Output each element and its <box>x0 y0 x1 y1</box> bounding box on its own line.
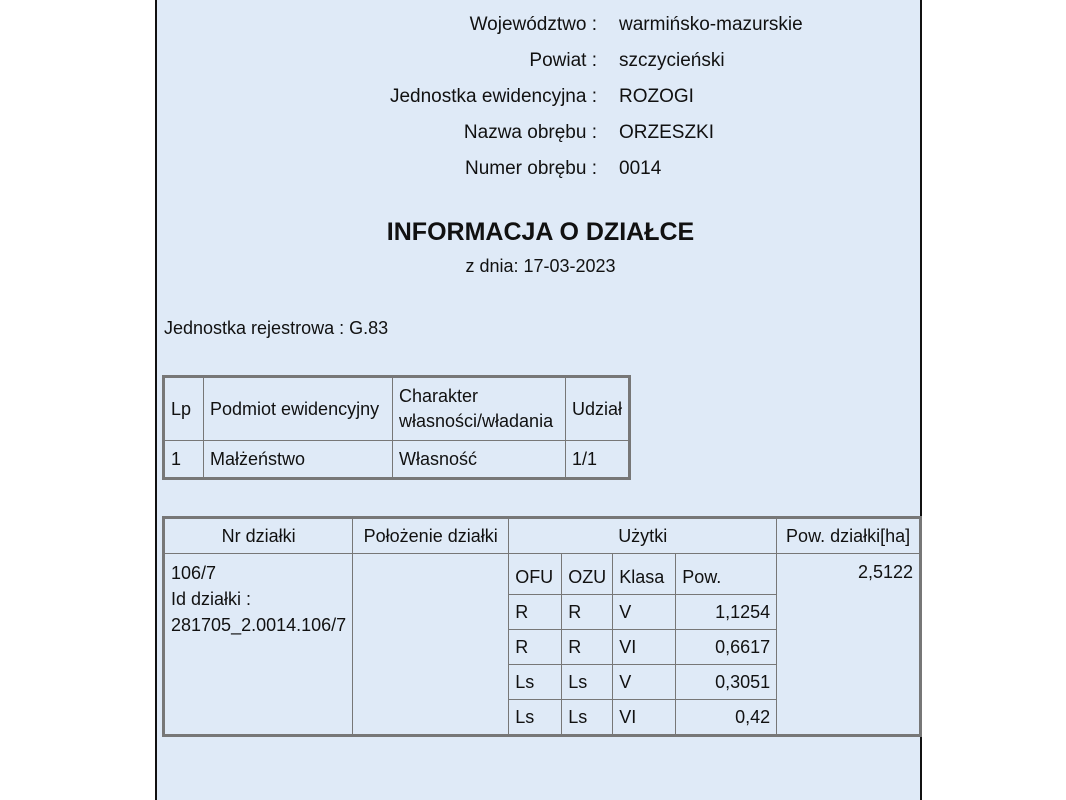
uzytki-header-ozu: OZU <box>562 554 613 595</box>
document-date: z dnia: 17-03-2023 <box>465 256 616 276</box>
jednostka-label: Jednostka ewidencyjna : <box>389 86 597 107</box>
uzytki-ofu: Ls <box>509 665 562 700</box>
header-row-powiat <box>157 50 725 72</box>
document-title: INFORMACJA O DZIAŁCE <box>386 218 695 246</box>
table-row <box>164 441 630 479</box>
table-row <box>509 665 776 700</box>
parcel-header-row <box>164 518 921 554</box>
uzytki-ozu: R <box>562 595 613 630</box>
uzytki-klasa: VI <box>613 630 676 665</box>
powiat-value: szczycieński <box>619 50 725 71</box>
table-row <box>164 554 921 736</box>
parcel-nr: 106/7 <box>171 563 217 583</box>
table-row <box>509 700 776 735</box>
obreb-numer-value: 0014 <box>619 158 662 179</box>
uzytki-header-ofu: OFU <box>509 554 562 595</box>
obreb-numer-label: Numer obrębu : <box>464 158 597 179</box>
wojewodztwo-label: Województwo : <box>469 14 597 35</box>
uzytki-klasa: V <box>613 595 676 630</box>
parcel-polozenie-cell <box>353 554 509 736</box>
uzytki-klasa: V <box>613 665 676 700</box>
powiat-label: Powiat : <box>529 50 597 71</box>
owners-cell-udzial: 1/1 <box>566 441 630 479</box>
jednostka-value: ROZOGI <box>619 86 694 107</box>
owners-table <box>162 375 631 480</box>
uzytki-ofu: R <box>509 630 562 665</box>
uzytki-pow: 0,42 <box>676 700 777 735</box>
wojewodztwo-value: warmińsko-mazurskie <box>619 14 803 35</box>
parcel-nr-cell <box>164 554 353 736</box>
uzytki-header-pow: Pow. <box>676 554 777 595</box>
obreb-nazwa-value: ORZESZKI <box>619 122 715 143</box>
uzytki-ozu: Ls <box>562 700 613 735</box>
document-page <box>155 0 922 800</box>
jednostka-rejestrowa: Jednostka rejestrowa : G.83 <box>164 318 389 338</box>
header-row-obreb-nazwa <box>157 122 715 144</box>
obreb-nazwa-label: Nazwa obrębu : <box>463 122 597 143</box>
uzytki-header-row <box>509 554 776 595</box>
parcel-header-nr: Nr działki <box>164 518 353 554</box>
uzytki-ofu: Ls <box>509 700 562 735</box>
parcel-id-value: 281705_2.0014.106/7 <box>171 615 347 635</box>
parcel-header-uzytki: Użytki <box>509 518 777 554</box>
uzytki-cell <box>509 554 777 736</box>
uzytki-pow: 1,1254 <box>676 595 777 630</box>
owners-header-row <box>164 377 630 441</box>
header-row-wojewodztwo <box>157 14 803 36</box>
uzytki-ofu: R <box>509 595 562 630</box>
owners-header-charakter: Charakter własności/władania <box>393 377 566 441</box>
uzytki-pow: 0,6617 <box>676 630 777 665</box>
uzytki-ozu: Ls <box>562 665 613 700</box>
owners-header-udzial: Udział <box>566 377 630 441</box>
header-row-obreb-numer <box>157 158 662 180</box>
parcel-pow-cell: 2,5122 <box>777 554 921 736</box>
table-row <box>509 630 776 665</box>
parcel-header-pow: Pow. działki[ha] <box>777 518 921 554</box>
uzytki-table <box>509 554 776 734</box>
parcel-table <box>162 516 922 737</box>
parcel-id-label: Id działki : <box>171 589 252 609</box>
uzytki-klasa: VI <box>613 700 676 735</box>
header-row-jednostka <box>157 86 694 108</box>
table-row <box>509 595 776 630</box>
uzytki-pow: 0,3051 <box>676 665 777 700</box>
uzytki-ozu: R <box>562 630 613 665</box>
owners-cell-podmiot: Małżeństwo <box>204 441 393 479</box>
parcel-header-polozenie: Położenie działki <box>353 518 509 554</box>
owners-header-lp: Lp <box>164 377 204 441</box>
owners-cell-lp: 1 <box>164 441 204 479</box>
owners-header-podmiot: Podmiot ewidencyjny <box>204 377 393 441</box>
uzytki-header-klasa: Klasa <box>613 554 676 595</box>
owners-cell-charakter: Własność <box>393 441 566 479</box>
